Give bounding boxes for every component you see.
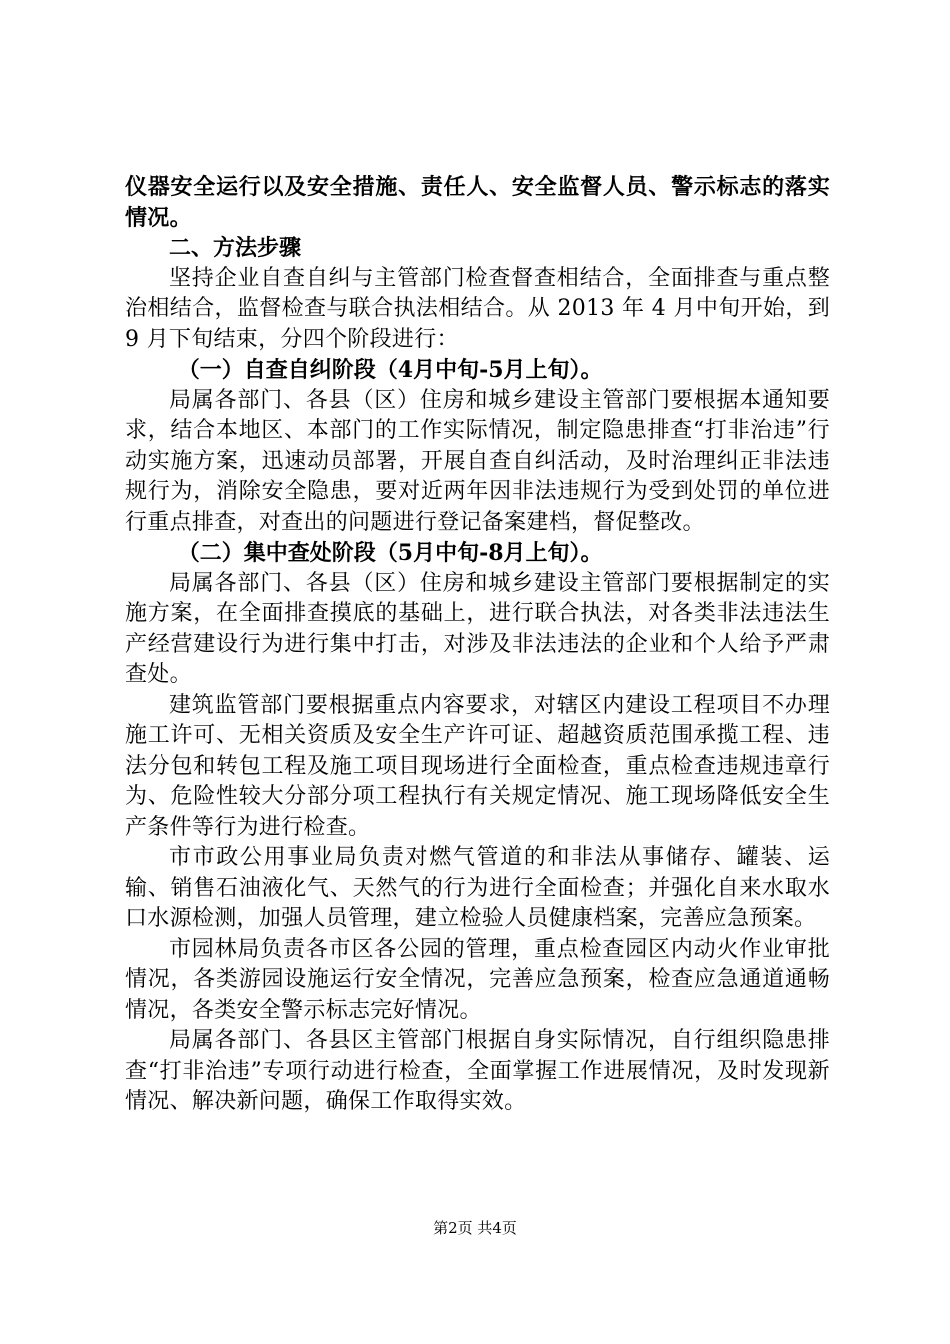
paragraph-gardens: 市园林局负责各市区各公园的管理，重点检查园区内动火作业审批情况，各类游园设施运行安全情况，完善应急预案，检查应急通道通畅情况，各类安全警示标志完好情况。 xyxy=(125,936,830,1023)
paragraph-continuation: 仪器安全运行以及安全措施、责任人、安全监督人员、警示标志的落实情况。 xyxy=(125,174,830,231)
page-footer: 第2页 共4页 xyxy=(433,1219,517,1237)
paragraph-centralized: 局属各部门、各县（区）住房和城乡建设主管部门要根据制定的实施方案，在全面排查摸底的基础上，进行联合执法，对各类非法违法生产经营建设行为进行集中打击，对涉及非法违法的企业和个人给予严肃查处。 xyxy=(125,570,830,687)
section-heading-methods: 二、方法步骤 xyxy=(169,235,302,261)
document-body xyxy=(125,172,830,1118)
stage-heading-centralized: （二）集中查处阶段（5月中旬-8月上旬）。 xyxy=(177,540,603,566)
paragraph-municipal: 市市政公用事业局负责对燃气管道的和非法从事储存、罐装、运输、销售石油液化气、天然气的行为进行全面检查；并强化自来水取水口水源检测，加强人员管理，建立检验人员健康档案，完善应急预案。 xyxy=(125,845,830,931)
paragraph-departments: 局属各部门、各县区主管部门根据自身实际情况，自行组织隐患排查“打非治违”专项行动进行检查，全面掌握工作进展情况，及时发现新情况、解决新问题，确保工作取得实效。 xyxy=(125,1028,830,1114)
paragraph-construction: 建筑监管部门要根据重点内容要求，对辖区内建设工程项目不办理施工许可、无相关资质及安全生产许可证、超越资质范围承揽工程、违法分包和转包工程及施工项目现场进行全面检查，重点检查违规违章行为、危险性较大分部分项工程执行有关规定情况、施工现场降低安全生产条件等行为进行检查。 xyxy=(125,692,830,840)
stage-heading-self-check: （一）自查自纠阶段（4月中旬-5月上旬）。 xyxy=(177,357,603,383)
paragraph-self-check: 局属各部门、各县（区）住房和城乡建设主管部门要根据本通知要求，结合本地区、本部门的工作实际情况，制定隐患排查“打非治违”行动实施方案，迅速动员部署，开展自查自纠活动，及时治理纠正非法违规行为，消除安全隐患，要对近两年因非法违规行为受到处罚的单位进行重点排查，对查出的问题进行登记备案建档，督促整改。 xyxy=(125,387,830,535)
paragraph-overview: 坚持企业自查自纠与主管部门检查督查相结合，全面排查与重点整治相结合，监督检查与联合执法相结合。从 2013 年 4 月中旬开始，到 9 月下旬结束，分四个阶段进行： xyxy=(125,265,830,352)
